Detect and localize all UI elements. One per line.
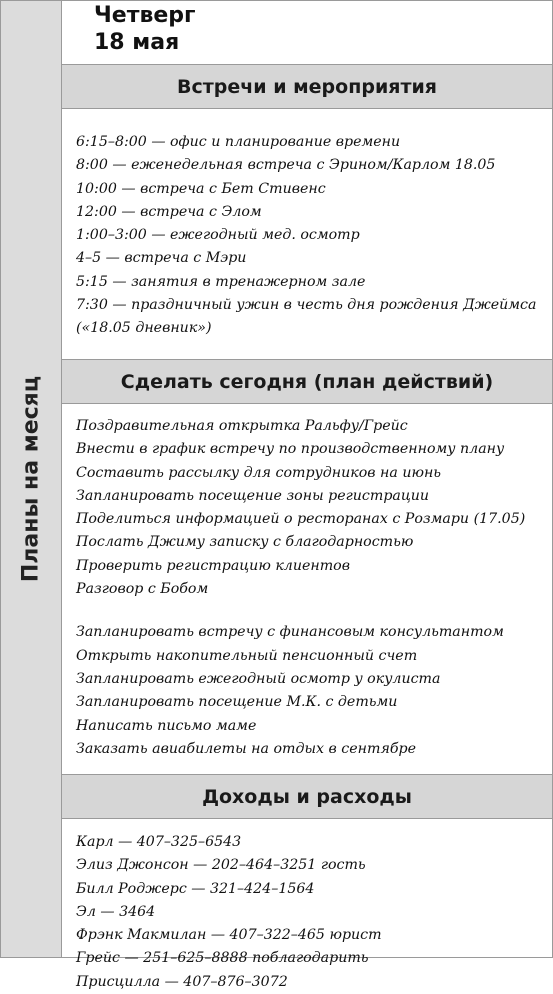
- finance-header: Доходы и расходы: [62, 774, 552, 819]
- list-item: 1:00–3:00 — ежегодный мед. осмотр: [76, 227, 360, 244]
- list-item: Карл — 407–325–6543: [76, 834, 242, 850]
- list-item: Билл Роджерс — 321–424–1564: [76, 880, 315, 897]
- date-header: [62, 1, 552, 64]
- list-item: 7:30 — праздничный ужин в честь дня рождения Джеймса: [76, 297, 537, 314]
- list-spacer: [76, 601, 552, 621]
- list-item: Проверить регистрацию клиентов: [76, 557, 350, 574]
- todo-list: [62, 404, 552, 774]
- date-label: 18 мая: [94, 30, 180, 55]
- list-item: Запланировать ежегодный осмотр у окулиста: [76, 670, 441, 687]
- list-item: Запланировать встречу с финансовым консультантом: [76, 624, 504, 641]
- list-item: Поздравительная открытка Ральфу/Грейс: [76, 418, 408, 434]
- planner-content: [62, 1, 552, 994]
- list-item: Заказать авиабилеты на отдых в сентябре: [76, 740, 416, 757]
- sidebar-title: Планы на месяц: [18, 375, 44, 583]
- meetings-list: [62, 109, 552, 359]
- list-item: Разговор с Бобом: [76, 581, 209, 598]
- list-item: 4–5 — встреча с Мэри: [76, 250, 247, 267]
- sidebar: [1, 1, 62, 957]
- weekday-label: Четверг: [94, 3, 196, 28]
- list-item: Фрэнк Макмилан — 407–322–465 юрист: [76, 927, 382, 944]
- list-item: Поделиться информацией о ресторанах с Розмари (17.05): [76, 511, 526, 528]
- list-item: Запланировать посещение М.К. с детьми: [76, 694, 398, 711]
- meetings-header: Встречи и мероприятия: [62, 64, 552, 109]
- list-item: Запланировать посещение зоны регистрации: [76, 487, 430, 504]
- list-item: 12:00 — встреча с Элом: [76, 203, 262, 220]
- list-item: 8:00 — еженедельная встреча с Эрином/Карлом 18.05: [76, 157, 496, 174]
- list-item: 5:15 — занятия в тренажерном зале: [76, 273, 366, 290]
- list-item: 10:00 — встреча с Бет Стивенс: [76, 180, 326, 197]
- list-item: Составить рассылку для сотрудников на июнь: [76, 464, 442, 481]
- list-item: Написать письмо маме: [76, 717, 257, 734]
- todo-header: Сделать сегодня (план действий): [62, 359, 552, 404]
- list-item: Эл — 3464: [76, 903, 156, 920]
- list-item: Внести в график встречу по производственному плану: [76, 441, 505, 458]
- list-item: Открыть накопительный пенсионный счет: [76, 647, 418, 664]
- list-item: 6:15–8:00 — офис и планирование времени: [76, 134, 401, 150]
- list-item: Элиз Джонсон — 202–464–3251 гость: [76, 857, 366, 874]
- list-item: («18.05 дневник»): [76, 320, 212, 337]
- list-item: Присцилла — 407–876–3072: [76, 973, 288, 990]
- finance-list: [62, 819, 552, 994]
- list-item: Послать Джиму записку с благодарностью: [76, 534, 414, 551]
- list-item: Грейс — 251–625–8888 поблагодарить: [76, 950, 369, 967]
